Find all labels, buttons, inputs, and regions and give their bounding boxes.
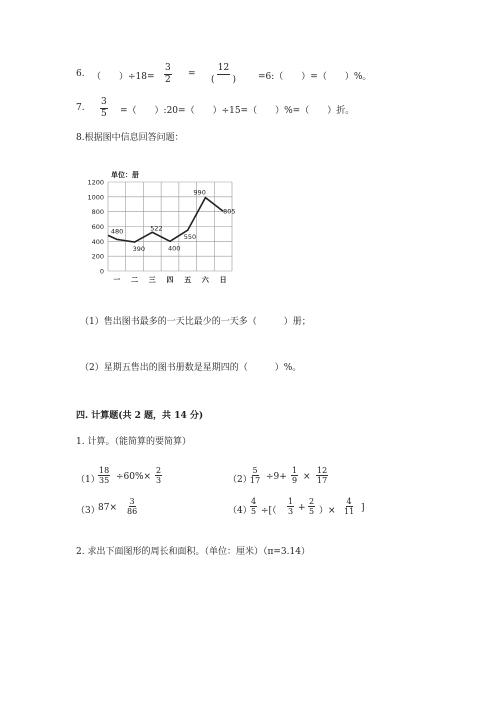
calc-3-fraction-den: 86 <box>127 507 138 516</box>
calc-4-operator-1: ÷[（ <box>261 506 277 516</box>
calc-4-label: （4） <box>228 506 252 516</box>
y-tick-label: 1000 <box>87 193 104 202</box>
q7-text: =（ ）:20=（ ）÷15=（ ）%=（ ）折。 <box>120 106 355 116</box>
calc-1-fraction-2-den: 3 <box>156 476 162 485</box>
sub-question-2: （2）星期五售出的图书册数是星期四的（ ）%。 <box>80 363 302 373</box>
calc-4-fraction-4-num: 4 <box>346 497 352 506</box>
calc-4-operator-2: + <box>298 503 306 513</box>
x-tick-label: 二 <box>131 276 139 284</box>
perimeter-question: 2. 求出下面图形的周长和面积。（单位：厘米）（π=3.14） <box>76 547 310 557</box>
y-tick-label: 800 <box>91 208 104 217</box>
q7-fraction <box>100 97 108 120</box>
y-tick-label: 1200 <box>87 178 104 187</box>
q7-fraction-den: 5 <box>101 109 107 119</box>
calc-4-fraction-2 <box>287 497 294 516</box>
calc-2-operator-2: × <box>303 472 311 482</box>
x-tick-label: 日 <box>219 276 227 284</box>
calc-4-fraction-4-den: 11 <box>344 507 355 516</box>
calc-4-fraction-3 <box>308 497 315 516</box>
line-chart <box>80 160 250 290</box>
calc-1-fraction-1-num: 18 <box>99 466 110 475</box>
chart-title: 单位：册 <box>111 171 139 179</box>
x-tick-label: 四 <box>166 276 174 284</box>
q6-fraction-2 <box>210 63 237 86</box>
q7-label: 7. <box>76 103 85 113</box>
calc-2-operator-1: ÷9+ <box>266 472 287 482</box>
data-label: 805 <box>223 207 236 216</box>
calc-4-fraction-4 <box>343 497 355 516</box>
y-tick-label: 0 <box>99 267 104 276</box>
y-tick-label: 200 <box>91 252 104 261</box>
calc-1-fraction-1-den: 35 <box>99 476 110 485</box>
q6-fraction-2-num: 12 <box>217 63 230 73</box>
data-label: 390 <box>132 245 145 254</box>
q6-fraction-1-num: 3 <box>165 63 171 73</box>
x-tick-label: 五 <box>184 276 192 284</box>
calc-2-label: （2） <box>228 475 252 485</box>
calc-2-fraction-3-num: 12 <box>317 466 328 475</box>
calc-1-fraction-1 <box>98 466 110 485</box>
calc-2-fraction-3-den: 17 <box>317 476 328 485</box>
x-tick-label: 六 <box>201 276 209 284</box>
q6-fraction-2-den: ( ) <box>211 75 237 85</box>
calc-3-fraction-num: 3 <box>129 497 135 506</box>
calc-2-fraction-1 <box>249 466 261 485</box>
data-label: 400 <box>168 244 181 253</box>
calc-4-fraction-3-den: 5 <box>309 507 315 516</box>
calc-4-fraction-1-num: 4 <box>251 497 257 506</box>
series-line <box>108 198 223 243</box>
data-label: 522 <box>150 224 163 233</box>
q6-label: 6. <box>76 69 85 79</box>
calc-1-fraction-2 <box>155 466 162 485</box>
data-label: 480 <box>110 227 124 236</box>
calc-1-operator: ÷60%× <box>116 472 152 482</box>
q7-fraction-num: 3 <box>101 97 107 107</box>
section-heading: 四. 计算题(共 2 题，共 14 分) <box>76 411 204 421</box>
calc-2-fraction-2-num: 1 <box>292 466 298 475</box>
q6-fraction-1-den: 2 <box>165 75 171 85</box>
calc-4-end-bracket: ] <box>361 503 365 513</box>
sub-question-1: （1）售出图书最多的一天比最少的一天多（ ）册； <box>80 317 311 327</box>
q6-equals: = <box>188 69 196 79</box>
x-tick-label: 三 <box>148 276 156 284</box>
q6-text-2: =6:（ ）=（ ）%。 <box>258 72 372 82</box>
calc-2-fraction-1-num: 5 <box>252 466 258 475</box>
y-tick-label: 600 <box>91 223 104 231</box>
calc-2-fraction-3 <box>316 466 328 485</box>
calc-4-operator-3: ）× <box>319 506 336 516</box>
data-label: 550 <box>183 233 197 242</box>
y-tick-label: 400 <box>91 237 104 246</box>
calc-4-fraction-2-num: 1 <box>288 497 294 506</box>
calc-1-fraction-2-num: 2 <box>156 466 162 475</box>
calc-4-fraction-2-den: 3 <box>288 507 294 516</box>
calc-3-operator: 87× <box>98 503 117 513</box>
q6-fraction-1 <box>164 63 172 86</box>
calc-2-fraction-2-den: 9 <box>292 476 298 485</box>
x-tick-label: 一 <box>113 276 121 284</box>
calc-1-label: （1） <box>76 475 100 485</box>
data-label: 990 <box>193 188 206 197</box>
q6-text-1: （ ）÷18= <box>92 72 155 82</box>
calc-4-fraction-1 <box>250 497 257 516</box>
calc-2-fraction-2 <box>291 466 298 485</box>
calc-3-label: （3） <box>76 506 100 516</box>
calc-4-fraction-3-num: 2 <box>309 497 315 506</box>
calc-4-fraction-1-den: 5 <box>251 507 257 516</box>
q8-title: 8.根据图中信息回答问题： <box>76 133 184 143</box>
calc-2-fraction-1-den: 17 <box>250 476 261 485</box>
calc-3-fraction <box>126 497 138 516</box>
calc-instruction: 1. 计算。（能简算的要简算） <box>76 437 191 447</box>
